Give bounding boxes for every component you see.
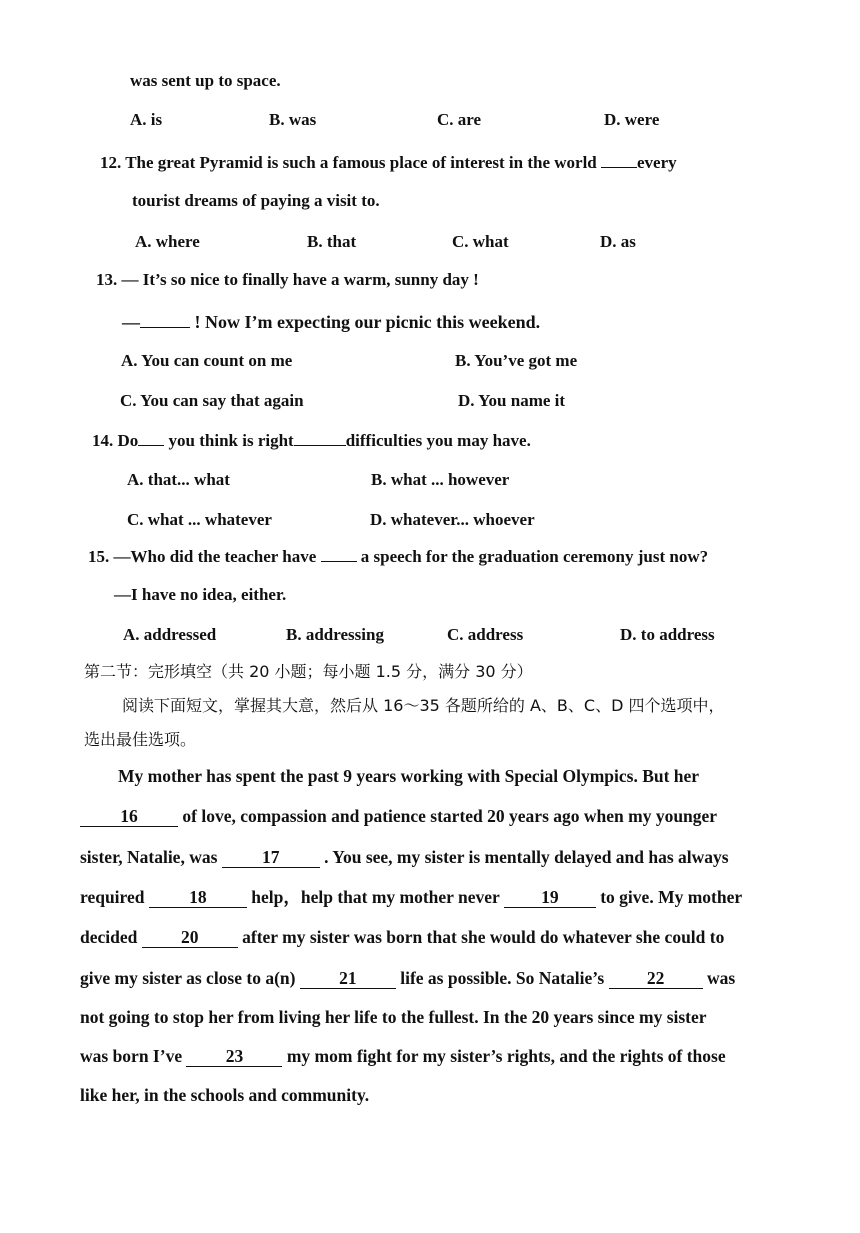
q13-stem: 13. — It’s so nice to finally have a warm, sunny day !	[96, 270, 479, 289]
q13-option-c: C. You can say that again	[120, 391, 304, 410]
q11-option-c: C. are	[437, 110, 482, 129]
q14-option-c: C. what ... whatever	[127, 510, 272, 529]
passage-line-4-text-a: required	[80, 887, 145, 907]
q11-option-a: A. is	[130, 110, 163, 129]
passage-line-4	[80, 886, 742, 908]
passage-line-8-text-a: was born I’ve	[80, 1046, 183, 1066]
cloze-blank-21: 21	[300, 968, 396, 989]
q13-reply-text: ! Now I’m expecting our picnic this weekend.	[194, 312, 541, 332]
q14-stem-part-b: you think is right	[168, 431, 294, 450]
q14-stem-part-a: 14. Do	[92, 431, 139, 450]
passage-line-6-text-b: life as possible. So Natalie’s	[400, 968, 605, 988]
q14-stem	[92, 429, 531, 452]
q13-reply	[122, 311, 540, 333]
q14-option-b: B. what ... however	[371, 470, 510, 489]
q13-reply-dash: —	[122, 312, 140, 332]
q12-stem	[100, 151, 677, 174]
passage-line-3-text-a: sister, Natalie, was	[80, 847, 218, 867]
passage-line-6-text-c: was	[706, 968, 736, 988]
cloze-blank-20: 20	[142, 927, 238, 948]
cloze-blank-23: 23	[186, 1046, 282, 1067]
q15-reply: —I have no idea, either.	[114, 585, 287, 604]
q12-option-d: D. as	[600, 232, 636, 251]
cloze-blank-18: 18	[149, 887, 247, 908]
q13-blank	[140, 311, 190, 328]
q12-option-b: B. that	[307, 232, 357, 251]
passage-line-3	[80, 846, 729, 868]
section-instructions-line-1: 阅读下面短文，掌握其大意，然后从 16～35 各题所给的 A、B、C、D 四个选项中，	[122, 696, 725, 715]
section-instructions-line-2: 选出最佳选项。	[84, 730, 197, 749]
passage-line-8-text-b: my mom fight for my sister’s rights, and the rights of those	[286, 1046, 726, 1066]
q12-option-a: A. where	[135, 232, 200, 251]
passage-line-5-text-a: decided	[80, 927, 138, 947]
q14-blank-1	[138, 429, 164, 446]
cloze-blank-17: 17	[222, 847, 320, 868]
q15-blank	[321, 545, 357, 562]
passage-line-5	[80, 926, 724, 948]
q12-stem-part-b: every	[637, 153, 677, 172]
passage-line-8	[80, 1045, 726, 1067]
q13-option-b: B. You’ve got me	[455, 351, 578, 370]
passage-line-5-text-b: after my sister was born that she would do whatever she could to	[242, 927, 725, 947]
passage-line-1: My mother has spent the past 9 years working with Special Olympics. But her	[118, 766, 700, 786]
q15-stem-part-a: 15. —Who did the teacher have	[88, 547, 317, 566]
q14-option-d: D. whatever... whoever	[370, 510, 535, 529]
passage-line-2-text: of love, compassion and patience started 20 years ago when my younger	[182, 806, 718, 826]
passage-line-6	[80, 967, 735, 989]
q13-option-a: A. You can count on me	[121, 351, 293, 370]
q14-option-a: A. that... what	[127, 470, 230, 489]
q15-option-a: A. addressed	[123, 625, 217, 644]
section-title: 第二节：完形填空（共 20 小题；每小题 1.5 分，满分 30 分）	[84, 662, 533, 681]
q11-option-d: D. were	[604, 110, 660, 129]
q15-option-d: D. to address	[620, 625, 715, 644]
q15-stem	[88, 545, 708, 568]
q12-stem-part-a: 12. The great Pyramid is such a famous place of interest in the world	[100, 153, 597, 172]
passage-line-6-text-a: give my sister as close to a(n)	[80, 968, 296, 988]
passage-line-7: not going to stop her from living her life to the fullest. In the 20 years since my sister	[80, 1007, 707, 1027]
passage-line-9: like her, in the schools and community.	[80, 1085, 370, 1105]
q14-blank-2	[294, 429, 346, 446]
cloze-blank-16: 16	[80, 806, 178, 827]
cloze-blank-19: 19	[504, 887, 596, 908]
q15-option-b: B. addressing	[286, 625, 384, 644]
q12-option-c: C. what	[452, 232, 509, 251]
passage-line-4-text-b: help，help that my mother never	[251, 887, 500, 907]
q13-option-d: D. You name it	[458, 391, 566, 410]
passage-line-3-text-b: . You see, my sister is mentally delayed and has always	[324, 847, 729, 867]
passage-line-4-text-c: to give. My mother	[600, 887, 743, 907]
q11-continuation: was sent up to space.	[130, 71, 281, 90]
passage-line-2	[80, 805, 717, 827]
q11-option-b: B. was	[269, 110, 317, 129]
q15-option-c: C. address	[447, 625, 524, 644]
q12-continuation: tourist dreams of paying a visit to.	[132, 191, 380, 210]
q12-blank	[601, 151, 637, 168]
cloze-blank-22: 22	[609, 968, 703, 989]
q14-stem-part-c: difficulties you may have.	[345, 431, 531, 450]
q15-stem-part-b: a speech for the graduation ceremony just now?	[360, 547, 709, 566]
